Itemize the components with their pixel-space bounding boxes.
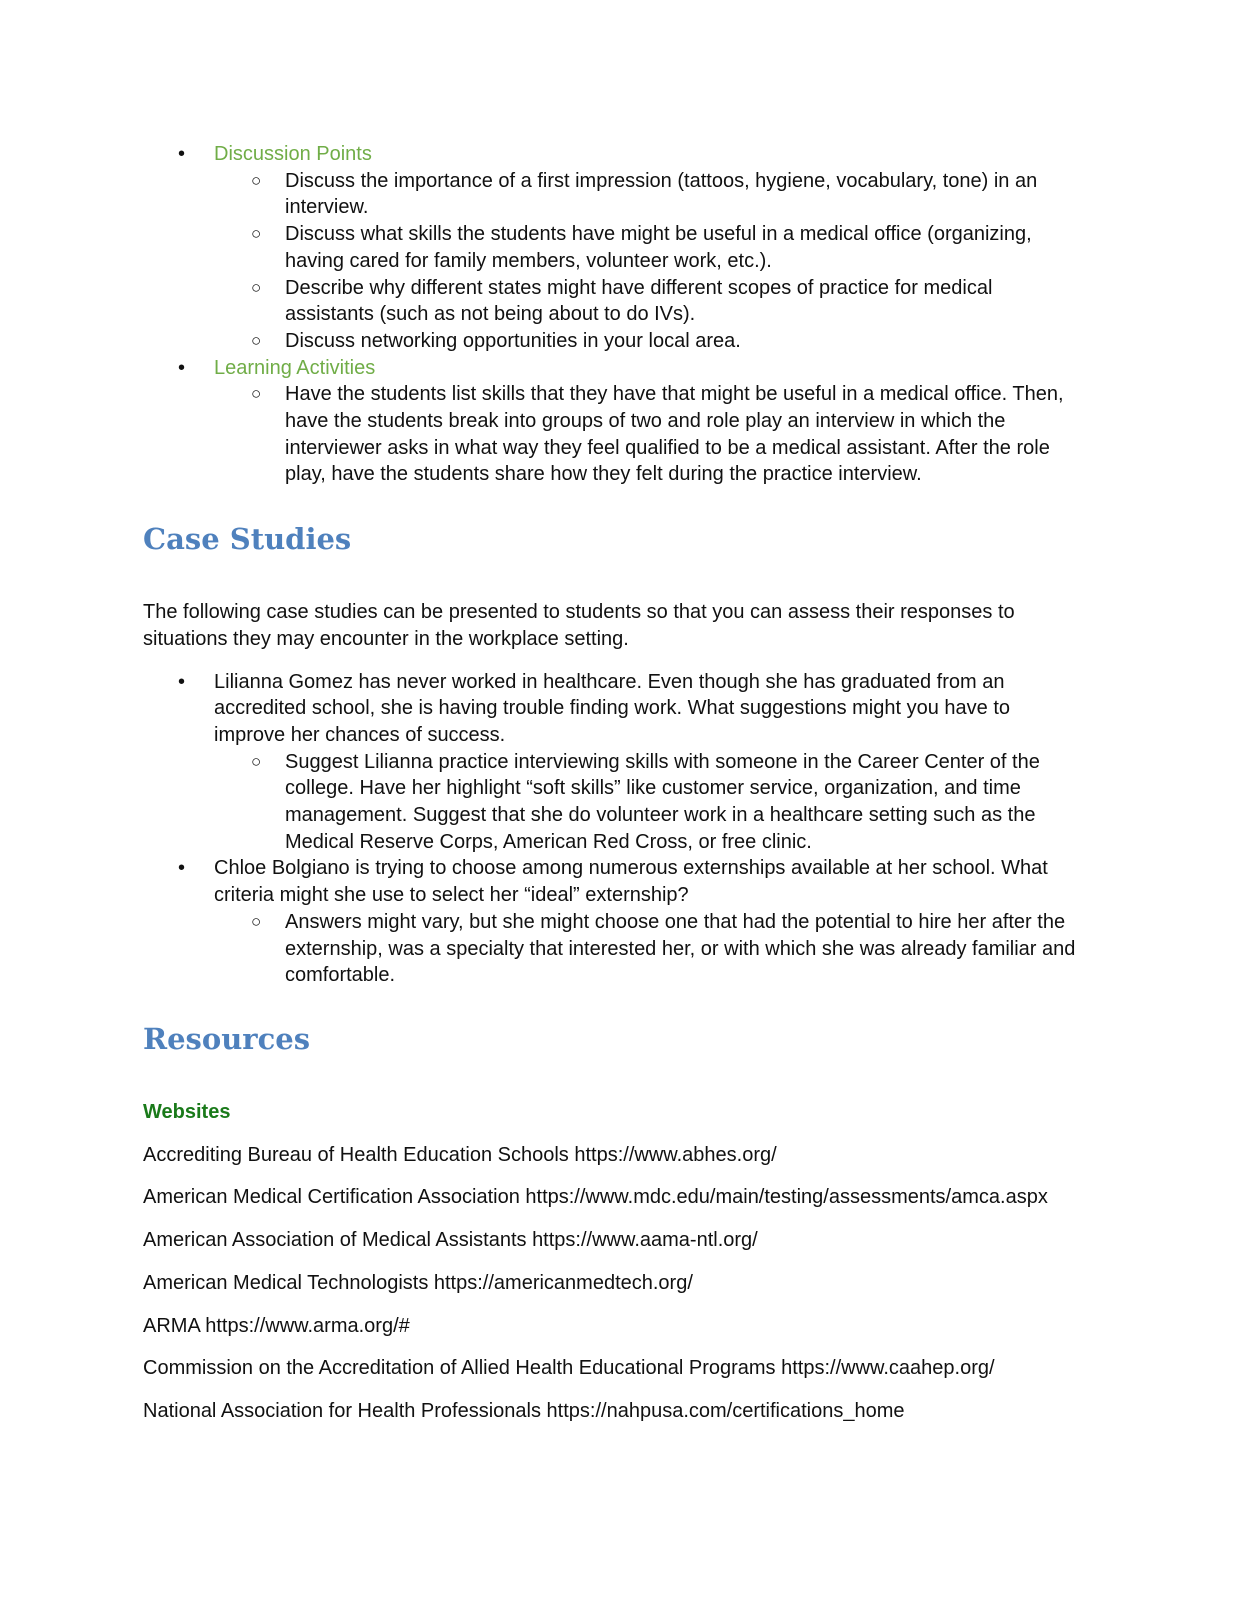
- website-entry: ARMA https://www.arma.org/#: [143, 1314, 410, 1337]
- document-page: [143, 141, 1083, 1425]
- case-answer-text: Answers might vary, but she might choose one that had the potential to hire her after the externship, was a specialty that interested her, or with which she was already familiar and comfortable.: [285, 910, 1076, 987]
- list-item-text: Discuss what skills the students have might be useful in a medical office (organizing, having cared for family members, volunteer work, etc.).: [285, 223, 1032, 272]
- case-answer-text: Suggest Lilianna practice interviewing skills with someone in the Career Center of the college. Have her highlight “soft skills” like customer service, organization, and time management. Suggest that she do volunteer work in a healthcare setting such as the Medical Reserve Corps, American Red Cross, or free clinic.: [285, 750, 1040, 853]
- case-studies-intro: The following case studies can be presented to students so that you can assess their responses to situations they may encounter in the workplace setting.: [143, 601, 1015, 650]
- website-entry: Accrediting Bureau of Health Education Schools https://www.abhes.org/: [143, 1143, 777, 1166]
- list-item: [143, 221, 1083, 274]
- list-item-text: Have the students list skills that they have that might be useful in a medical office. Then, have the students break into groups of two and role play an interview in which the interviewer asks in what way they feel qualified to be a medical assistant. After the role play, have the students share how they felt during the practice interview.: [285, 383, 1064, 486]
- list-item: [143, 168, 1083, 221]
- case-question: [143, 669, 1083, 749]
- list-item-text: Describe why different states might have different scopes of practice for medical assistants (such as not being about to do IVs).: [285, 276, 993, 326]
- resources-heading: Resources: [143, 1021, 311, 1056]
- learning-activities-heading: Learning Activities: [214, 356, 376, 379]
- discussion-points-item: [143, 141, 1083, 168]
- website-entry: American Medical Technologists https://americanmedtech.org/: [143, 1271, 693, 1294]
- discussion-points-heading: Discussion Points: [214, 143, 372, 165]
- circle-bullet-icon: ○: [251, 384, 262, 404]
- list-item: [143, 381, 1083, 488]
- case-list: [143, 669, 1083, 989]
- bullet-icon: •: [178, 857, 186, 880]
- circle-bullet-icon: ○: [251, 751, 262, 771]
- list-item: [143, 275, 1083, 328]
- bullet-icon: •: [178, 670, 186, 693]
- case-question-text: Lilianna Gomez has never worked in healthcare. Even though she has graduated from an accredited school, she is having trouble finding work. What suggestions might you have to improve her chances of success.: [214, 670, 1010, 746]
- case-answer: [143, 749, 1083, 856]
- website-entry: American Medical Certification Association https://www.mdc.edu/main/testing/assessments/amca.aspx: [143, 1186, 1048, 1209]
- case-question: [143, 855, 1083, 908]
- bullet-icon: •: [178, 143, 186, 165]
- circle-bullet-icon: ○: [251, 911, 262, 931]
- website-entry: National Association for Health Professionals https://nahpusa.com/certifications_home: [143, 1399, 905, 1422]
- websites-subheading: Websites: [143, 1100, 231, 1123]
- website-list: [143, 1142, 1083, 1425]
- case-question-text: Chloe Bolgiano is trying to choose among numerous externships available at her school. What criteria might she use to select her “ideal” externship?: [214, 857, 1048, 907]
- circle-bullet-icon: ○: [251, 277, 262, 297]
- website-entry: Commission on the Accreditation of Allied Health Educational Programs https://www.caahep.org/: [143, 1357, 995, 1380]
- circle-bullet-icon: ○: [251, 224, 262, 244]
- case-answer: [143, 909, 1083, 989]
- website-entry: American Association of Medical Assistants https://www.aama-ntl.org/: [143, 1229, 758, 1252]
- list-item: [143, 328, 1083, 355]
- case-studies-heading: Case Studies: [143, 522, 352, 557]
- circle-bullet-icon: ○: [251, 170, 262, 190]
- circle-bullet-icon: ○: [251, 330, 262, 350]
- learning-activities-item: [143, 355, 1083, 382]
- list-item-text: Discuss networking opportunities in your local area.: [285, 329, 741, 352]
- bullet-icon: •: [178, 356, 186, 379]
- list-item-text: Discuss the importance of a first impression (tattoos, hygiene, vocabulary, tone) in an interview.: [285, 169, 1038, 219]
